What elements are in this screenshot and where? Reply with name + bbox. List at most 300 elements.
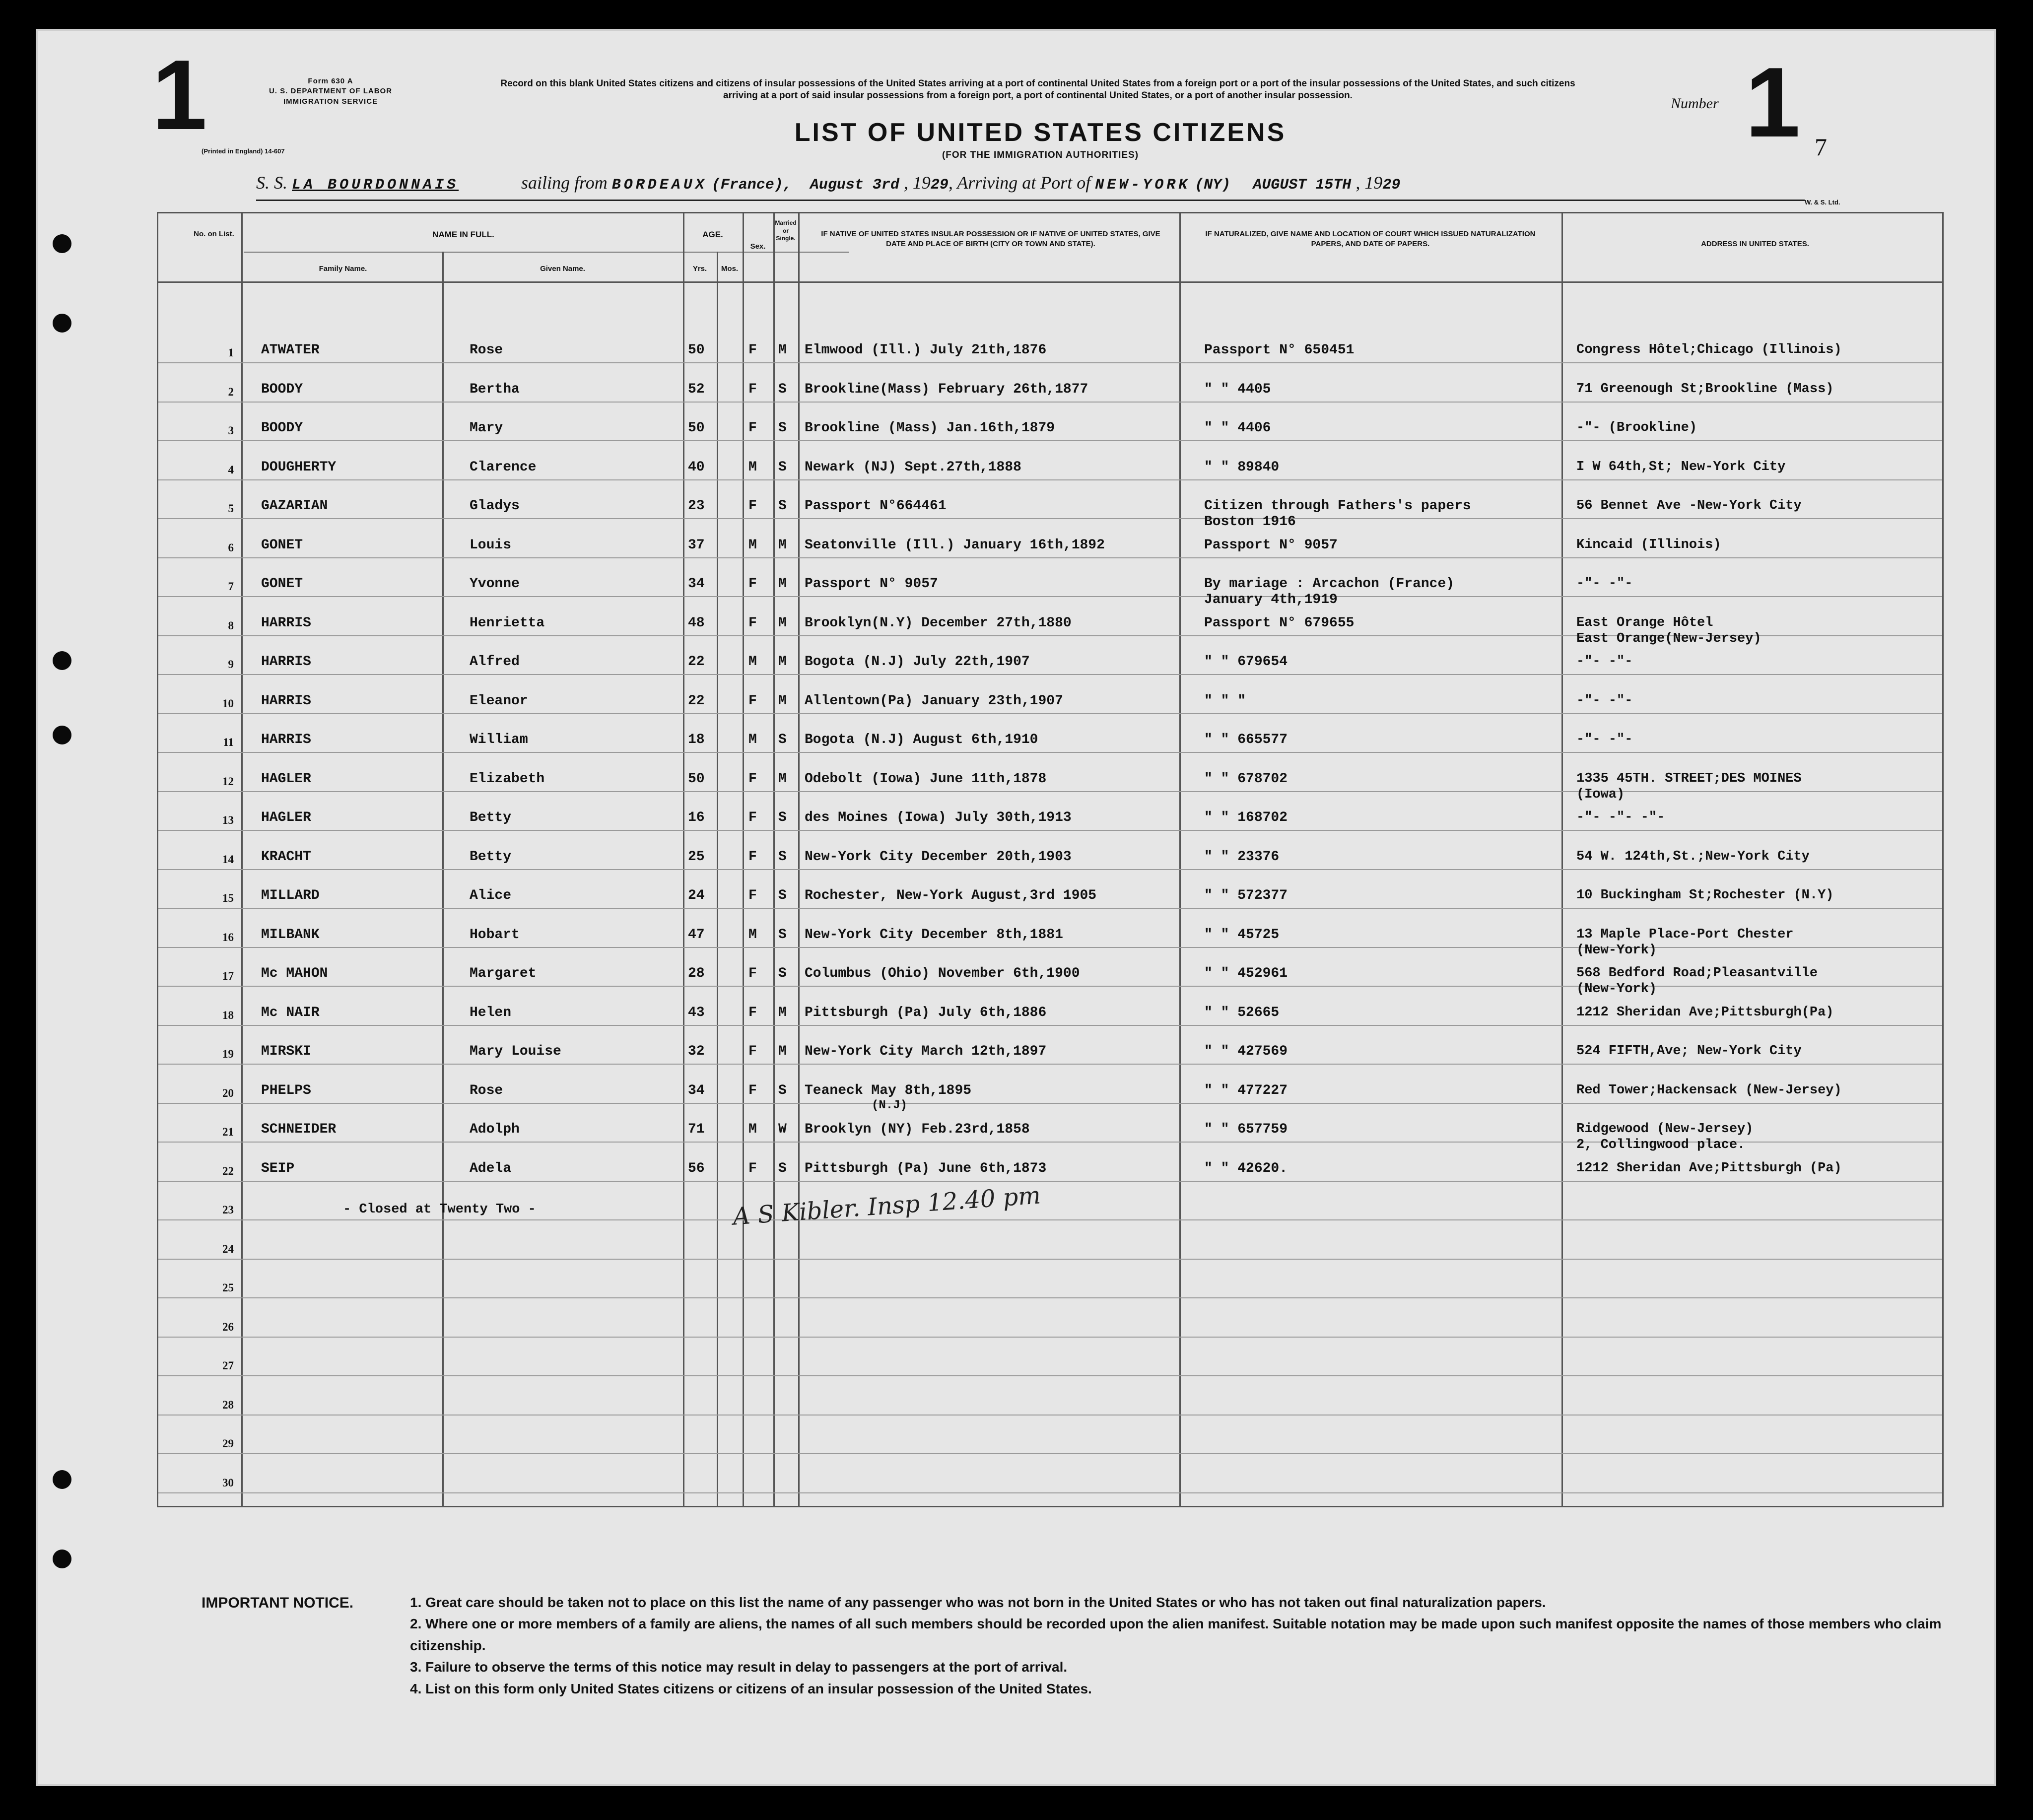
row-rule xyxy=(158,479,1942,480)
punch-hole xyxy=(53,314,71,333)
row-rule xyxy=(158,752,1942,753)
marital-status: S xyxy=(778,498,787,514)
us-address: Ridgewood (New-Jersey) xyxy=(1576,1122,1754,1137)
given-name: Bertha xyxy=(470,381,520,397)
birth-place-date: New-York City December 8th,1881 xyxy=(805,927,1063,943)
age-years: 71 xyxy=(688,1122,705,1137)
sex: F xyxy=(748,576,757,592)
birth-place-date: New-York City March 12th,1897 xyxy=(805,1044,1047,1059)
naturalization: " " " xyxy=(1204,693,1246,709)
page-subtitle: (FOR THE IMMIGRATION AUTHORITIES) xyxy=(942,150,1139,160)
us-address: -"- -"- xyxy=(1576,576,1633,591)
row-number: 17 xyxy=(222,970,234,982)
sex: F xyxy=(748,1005,757,1020)
naturalization: " " 678702 xyxy=(1204,771,1288,787)
birth-place-date: Brooklyn(N.Y) December 27th,1880 xyxy=(805,615,1072,631)
row-number: 28 xyxy=(222,1398,234,1411)
marital-status: M xyxy=(778,1005,787,1020)
family-name: HAGLER xyxy=(261,771,311,787)
given-name: Rose xyxy=(470,1082,503,1098)
family-name: Mc NAIR xyxy=(261,1005,320,1020)
birth-place-date: Columbus (Ohio) November 6th,1900 xyxy=(805,966,1080,981)
naturalization: " " 52665 xyxy=(1204,1005,1280,1020)
family-name: MIRSKI xyxy=(261,1044,311,1059)
page-mark: 7 xyxy=(1815,133,1827,161)
naturalization: " " 4405 xyxy=(1204,381,1271,397)
header-address: ADDRESS IN UNITED STATES. xyxy=(1701,240,1809,248)
punch-hole xyxy=(53,726,71,744)
row-rule xyxy=(158,1064,1942,1065)
row-rule xyxy=(158,1415,1942,1416)
row-number: 19 xyxy=(222,1048,234,1060)
row-rule xyxy=(158,557,1942,558)
naturalization: " " 679654 xyxy=(1204,654,1288,670)
us-address: -"- (Brookline) xyxy=(1576,420,1697,435)
naturalization: Passport N° 650451 xyxy=(1204,342,1355,358)
naturalization: " " 452961 xyxy=(1204,966,1288,981)
birth-place-date: Passport N°664461 xyxy=(805,498,947,514)
family-name: GONET xyxy=(261,537,303,553)
us-address-extra: 2, Collingwood place. xyxy=(1576,1138,1746,1152)
birth-place-date: Bogota (N.J) July 22th,1907 xyxy=(805,654,1030,670)
col-divider xyxy=(241,212,243,1507)
port-to: NEW-YORK xyxy=(1095,177,1191,194)
row-number: 10 xyxy=(222,697,234,710)
form-identification xyxy=(226,76,435,107)
marital-status: W xyxy=(778,1122,787,1137)
port-from: BORDEAUX xyxy=(611,177,707,194)
sex: F xyxy=(748,1044,757,1059)
birth-place-date: des Moines (Iowa) July 30th,1913 xyxy=(805,810,1072,825)
given-name: Elizabeth xyxy=(470,771,545,787)
birth-place-date: Brookline (Mass) Jan.16th,1879 xyxy=(805,420,1055,436)
year-from: 29 xyxy=(930,177,949,194)
sex: F xyxy=(748,810,757,825)
age-years: 32 xyxy=(688,1044,705,1059)
given-name: Adela xyxy=(470,1160,512,1176)
birth-place-extra: (N.J) xyxy=(872,1098,908,1112)
row-number: 2 xyxy=(228,385,234,398)
row-number: 7 xyxy=(228,580,234,593)
row-number: 11 xyxy=(223,736,234,748)
service: IMMIGRATION SERVICE xyxy=(283,97,378,106)
given-name: Helen xyxy=(470,1005,512,1020)
naturalization: By mariage : Arcachon (France) xyxy=(1204,576,1455,592)
given-name: Mary xyxy=(470,420,503,436)
age-years: 40 xyxy=(688,459,705,475)
marital-status: S xyxy=(778,888,787,903)
naturalization: " " 477227 xyxy=(1204,1082,1288,1098)
row-rule xyxy=(158,791,1942,792)
row-number: 24 xyxy=(222,1242,234,1255)
age-years: 50 xyxy=(688,771,705,787)
us-address-extra: East Orange(New-Jersey) xyxy=(1576,631,1762,646)
family-name: PHELPS xyxy=(261,1082,311,1098)
row-number: 25 xyxy=(222,1281,234,1294)
year-to: 29 xyxy=(1382,177,1401,194)
header-age: AGE. xyxy=(702,230,723,239)
sex: F xyxy=(748,615,757,631)
age-years: 43 xyxy=(688,1005,705,1020)
us-address: -"- -"- xyxy=(1576,654,1633,669)
row-rule xyxy=(158,1219,1942,1220)
age-years: 18 xyxy=(688,732,705,747)
marital-status: M xyxy=(778,576,787,592)
given-name: Rose xyxy=(470,342,503,358)
birth-place-date: Allentown(Pa) January 23th,1907 xyxy=(805,693,1063,709)
header-birth: IF NATIVE OF UNITED STATES INSULAR POSSESSION OR IF NATIVE OF UNITED STATES, GIVE DATE AND PLACE OF BIRTH (CITY OR TOWN AND STATE). xyxy=(821,230,1160,248)
sex: F xyxy=(748,693,757,709)
marital-status: M xyxy=(778,342,787,358)
col-divider xyxy=(798,212,800,1507)
col-divider xyxy=(683,212,684,1507)
birth-place-date: Pittsburgh (Pa) June 6th,1873 xyxy=(805,1160,1047,1176)
age-years: 47 xyxy=(688,927,705,943)
row-number: 22 xyxy=(222,1164,234,1177)
us-address: -"- -"- -"- xyxy=(1576,810,1665,825)
printed-note: (Printed in England) 14-607 xyxy=(202,147,285,155)
row-number: 18 xyxy=(222,1009,234,1021)
sex: M xyxy=(748,459,757,475)
us-address-extra: (Iowa) xyxy=(1576,787,1625,802)
age-years: 23 xyxy=(688,498,705,514)
naturalization: " " 23376 xyxy=(1204,849,1280,865)
row-number: 20 xyxy=(222,1086,234,1099)
row-number: 15 xyxy=(222,892,234,904)
us-address: Congress Hôtel;Chicago (Illinois) xyxy=(1576,342,1842,357)
notice-item-1: 1. Great care should be taken not to place on this list the name of any passenger who was not born in the United States or who has not taken out final naturalization papers. xyxy=(410,1595,1546,1610)
age-years: 25 xyxy=(688,849,705,865)
marital-status: S xyxy=(778,810,787,825)
notice-label: IMPORTANT NOTICE. xyxy=(202,1595,354,1611)
sex: M xyxy=(748,927,757,943)
birth-place-date: Passport N° 9057 xyxy=(805,576,938,592)
row-number: 30 xyxy=(222,1476,234,1489)
header-bottom-rule xyxy=(157,281,1944,283)
row-rule xyxy=(158,596,1942,597)
age-years: 22 xyxy=(688,654,705,670)
us-address: -"- -"- xyxy=(1576,732,1633,747)
naturalization: Passport N° 679655 xyxy=(1204,615,1355,631)
marital-status: S xyxy=(778,1160,787,1176)
marital-status: S xyxy=(778,966,787,981)
us-address: 10 Buckingham St;Rochester (N.Y) xyxy=(1576,888,1834,903)
age-years: 16 xyxy=(688,810,705,825)
marital-status: M xyxy=(778,693,787,709)
row-number: 3 xyxy=(228,424,234,437)
row-rule xyxy=(158,1103,1942,1104)
naturalization: " " 657759 xyxy=(1204,1122,1288,1137)
row-number: 26 xyxy=(222,1320,234,1333)
voyage-rule xyxy=(256,200,1805,201)
marital-status: M xyxy=(778,615,787,631)
us-address: 524 FIFTH,Ave; New-York City xyxy=(1576,1044,1802,1059)
year-prefix-2: 19 xyxy=(1364,173,1383,193)
punch-hole xyxy=(53,1470,71,1489)
row-number: 13 xyxy=(222,814,234,826)
naturalization: " " 572377 xyxy=(1204,888,1288,903)
us-address: -"- -"- xyxy=(1576,693,1633,708)
important-notice xyxy=(202,1592,1964,1699)
page-title: LIST OF UNITED STATES CITIZENS xyxy=(794,118,1287,147)
row-rule xyxy=(158,1375,1942,1376)
marital-status: S xyxy=(778,420,787,436)
form-number: Form 630 A xyxy=(308,77,353,85)
naturalization: " " 42620. xyxy=(1204,1160,1288,1176)
naturalization-extra: January 4th,1919 xyxy=(1204,592,1338,607)
col-divider xyxy=(1179,212,1181,1507)
record-instructions: Record on this blank United States citizens and citizens of insular possessions of the United States arriving at a port of continental United States from a foreign port or a port of the insular possessions of the United States, and such citizens arriving at a port of said insular possessions from a foreign port, a port of continental United States, or a port of another insular possession. xyxy=(500,78,1575,101)
sex: F xyxy=(748,1082,757,1098)
age-years: 24 xyxy=(688,888,705,903)
marital-status: S xyxy=(778,1082,787,1098)
given-name: Adolph xyxy=(470,1122,520,1137)
family-name: HARRIS xyxy=(261,615,311,631)
ship-name: LA BOURDONNAIS xyxy=(292,177,459,194)
us-address-extra: (New-York) xyxy=(1576,982,1657,997)
birth-place-date: New-York City December 20th,1903 xyxy=(805,849,1072,865)
row-rule xyxy=(158,1259,1942,1260)
row-rule xyxy=(158,713,1942,714)
sex: F xyxy=(748,1160,757,1176)
given-name: Mary Louise xyxy=(470,1044,561,1059)
naturalization: " " 89840 xyxy=(1204,459,1280,475)
family-name: Mc MAHON xyxy=(261,966,328,981)
age-years: 37 xyxy=(688,537,705,553)
given-name: Yvonne xyxy=(470,576,520,592)
given-name: William xyxy=(470,732,528,747)
header-given: Given Name. xyxy=(540,265,585,273)
department: U. S. DEPARTMENT OF LABOR xyxy=(269,87,393,96)
row-rule xyxy=(158,402,1942,403)
naturalization: " " 4406 xyxy=(1204,420,1271,436)
birth-place-date: Rochester, New-York August,3rd 1905 xyxy=(805,888,1097,903)
row-number: 9 xyxy=(228,658,234,671)
marital-status: S xyxy=(778,381,787,397)
header-yrs: Yrs. xyxy=(692,265,707,273)
row-number: 27 xyxy=(222,1359,234,1372)
voyage-line: S. S. LA BOURDONNAIS sailing from BORDEAUX (France), August 3rd , 1929, Arriving at Port of NEW-YORK (NY) AUGUST 15TH , 1929 xyxy=(256,173,1401,194)
sex: F xyxy=(748,381,757,397)
row-number: 12 xyxy=(222,775,234,788)
family-name: SEIP xyxy=(261,1160,295,1176)
notice-item-2: 2. Where one or more members of a family are aliens, the names of all such members should be recorded upon the alien manifest. Suitable notation may be made upon such manifest opposite the names of those members who claim citizenship. xyxy=(410,1616,1942,1653)
corner-number-right: 1 xyxy=(1745,47,1801,158)
row-rule xyxy=(158,986,1942,987)
row-number: 21 xyxy=(222,1126,234,1138)
sex: F xyxy=(748,888,757,903)
age-years: 34 xyxy=(688,1082,705,1098)
row-rule xyxy=(158,674,1942,675)
sailing-from-label: sailing from xyxy=(521,173,608,193)
birth-place-date: Seatonville (Ill.) January 16th,1892 xyxy=(805,537,1105,553)
row-rule xyxy=(158,869,1942,870)
birth-place-date: Newark (NJ) Sept.27th,1888 xyxy=(805,459,1021,475)
given-name: Clarence xyxy=(470,459,537,475)
printer-mark: W. & S. Ltd. xyxy=(1805,199,1840,206)
marital-status: S xyxy=(778,732,787,747)
sex: F xyxy=(748,966,757,981)
row-rule xyxy=(158,1025,1942,1026)
given-name: Gladys xyxy=(470,498,520,514)
header-no: No. on List. xyxy=(194,230,234,238)
family-name: KRACHT xyxy=(261,849,311,865)
row-number: 8 xyxy=(228,619,234,632)
birth-place-date: Teaneck May 8th,1895 xyxy=(805,1082,972,1098)
row-rule xyxy=(158,1181,1942,1182)
row-number: 29 xyxy=(222,1437,234,1450)
row-number: 6 xyxy=(228,541,234,554)
punch-hole xyxy=(53,234,71,253)
us-address: 56 Bennet Ave -New-York City xyxy=(1576,498,1802,513)
header-name: NAME IN FULL. xyxy=(432,230,494,239)
us-address-extra: (New-York) xyxy=(1576,943,1657,958)
given-name: Henrietta xyxy=(470,615,545,631)
given-name: Betty xyxy=(470,849,512,865)
country-from: (France), xyxy=(711,177,792,194)
notice-item-3: 3. Failure to observe the terms of this notice may result in delay to passengers at the port of arrival. xyxy=(410,1659,1068,1675)
state-to: (NY) xyxy=(1195,177,1231,194)
row-rule xyxy=(158,1453,1942,1454)
row-number: 14 xyxy=(222,853,234,866)
family-name: GONET xyxy=(261,576,303,592)
marital-status: M xyxy=(778,537,787,553)
naturalization: " " 665577 xyxy=(1204,732,1288,747)
us-address: East Orange Hôtel xyxy=(1576,615,1713,630)
birth-place-date: Odebolt (Iowa) June 11th,1878 xyxy=(805,771,1047,787)
given-name: Hobart xyxy=(470,927,520,943)
notice-item-4: 4. List on this form only United States citizens or citizens of an insular possession of the United States. xyxy=(410,1681,1092,1696)
name-subheader-rule xyxy=(244,252,849,253)
naturalization-extra: Boston 1916 xyxy=(1204,514,1296,530)
given-name: Louis xyxy=(470,537,512,553)
sex: F xyxy=(748,849,757,865)
date-from: August 3rd xyxy=(810,177,899,194)
row-number: 5 xyxy=(228,502,234,515)
punch-hole xyxy=(53,1550,71,1568)
col-divider xyxy=(1561,212,1563,1507)
age-years: 50 xyxy=(688,420,705,436)
us-address: 568 Bedford Road;Pleasantville xyxy=(1576,966,1818,981)
marital-status: S xyxy=(778,849,787,865)
header-family: Family Name. xyxy=(319,265,367,273)
family-name: ATWATER xyxy=(261,342,320,358)
birth-place-date: Pittsburgh (Pa) July 6th,1886 xyxy=(805,1005,1047,1020)
us-address: 13 Maple Place-Port Chester xyxy=(1576,927,1794,942)
header-married: Married or Single. xyxy=(775,219,797,242)
age-years: 56 xyxy=(688,1160,705,1176)
given-name: Margaret xyxy=(470,966,537,981)
family-name: HARRIS xyxy=(261,654,311,670)
naturalization: Passport N° 9057 xyxy=(1204,537,1338,553)
header-naturalized: IF NATURALIZED, GIVE NAME AND LOCATION OF COURT WHICH ISSUED NATURALIZATION PAPERS, AND DATE OF PAPERS. xyxy=(1205,230,1536,248)
family-name: HARRIS xyxy=(261,732,311,747)
family-name: MILBANK xyxy=(261,927,320,943)
manifest-sheet xyxy=(36,29,1996,1786)
birth-place-date: Elmwood (Ill.) July 21th,1876 xyxy=(805,342,1047,358)
naturalization: " " 168702 xyxy=(1204,810,1288,825)
family-name: SCHNEIDER xyxy=(261,1122,337,1137)
given-name: Alfred xyxy=(470,654,520,670)
sex: M xyxy=(748,732,757,747)
age-years: 22 xyxy=(688,693,705,709)
birth-place-date: Brooklyn (NY) Feb.23rd,1858 xyxy=(805,1122,1030,1137)
number-label: Number xyxy=(1671,95,1719,112)
row-rule xyxy=(158,830,1942,831)
row-rule xyxy=(158,440,1942,441)
given-name: Alice xyxy=(470,888,512,903)
arriving-label: , Arriving at Port of xyxy=(948,173,1091,193)
family-name: MILLARD xyxy=(261,888,320,903)
notice-items xyxy=(410,1592,1964,1699)
family-name: GAZARIAN xyxy=(261,498,328,514)
marital-status: M xyxy=(778,654,787,670)
sex: F xyxy=(748,771,757,787)
naturalization: " " 427569 xyxy=(1204,1044,1288,1059)
age-years: 34 xyxy=(688,576,705,592)
row-number: 1 xyxy=(228,346,234,359)
row-rule xyxy=(158,1492,1942,1493)
row-number: 16 xyxy=(222,931,234,944)
marital-status: M xyxy=(778,771,787,787)
us-address: 1212 Sheridan Ave;Pittsburgh (Pa) xyxy=(1576,1160,1842,1176)
birth-place-date: Brookline(Mass) February 26th,1877 xyxy=(805,381,1088,397)
family-name: DOUGHERTY xyxy=(261,459,337,475)
sex: M xyxy=(748,654,757,670)
age-years: 52 xyxy=(688,381,705,397)
us-address: Red Tower;Hackensack (New-Jersey) xyxy=(1576,1082,1842,1098)
row-rule xyxy=(158,362,1942,363)
col-divider xyxy=(773,212,775,1507)
date-to: AUGUST 15TH xyxy=(1253,177,1352,194)
marital-status: M xyxy=(778,1044,787,1059)
family-name: BOODY xyxy=(261,420,303,436)
corner-number-left: 1 xyxy=(152,40,207,150)
row-rule xyxy=(158,1337,1942,1338)
inspector-signature: A S Kibler. Insp 12.40 pm xyxy=(732,1181,1042,1231)
header-mos: Mos. xyxy=(721,265,739,273)
age-years: 50 xyxy=(688,342,705,358)
age-years: 48 xyxy=(688,615,705,631)
header-sex: Sex. xyxy=(750,242,766,251)
family-name: BOODY xyxy=(261,381,303,397)
us-address: 54 W. 124th,St.;New-York City xyxy=(1576,849,1810,864)
naturalization: " " 45725 xyxy=(1204,927,1280,943)
us-address: 1335 45TH. STREET;DES MOINES xyxy=(1576,771,1802,786)
row-rule xyxy=(158,908,1942,909)
us-address: 1212 Sheridan Ave;Pittsburgh(Pa) xyxy=(1576,1005,1834,1020)
sex: F xyxy=(748,342,757,358)
year-prefix: 19 xyxy=(912,173,931,193)
us-address: Kincaid (Illinois) xyxy=(1576,537,1721,552)
us-address: I W 64th,St; New-York City xyxy=(1576,459,1786,474)
family-name: HARRIS xyxy=(261,693,311,709)
us-address: 71 Greenough St;Brookline (Mass) xyxy=(1576,381,1834,397)
closed-note: - Closed at Twenty Two - xyxy=(343,1202,536,1217)
row-rule xyxy=(158,518,1942,519)
family-name: HAGLER xyxy=(261,810,311,825)
sex: F xyxy=(748,498,757,514)
row-rule xyxy=(158,947,1942,948)
row-number: 23 xyxy=(222,1204,234,1216)
naturalization: Citizen through Fathers's papers xyxy=(1204,498,1471,514)
given-name: Betty xyxy=(470,810,512,825)
age-years: 28 xyxy=(688,966,705,981)
sex: M xyxy=(748,1122,757,1137)
punch-hole xyxy=(53,651,71,670)
marital-status: S xyxy=(778,459,787,475)
sex: F xyxy=(748,420,757,436)
